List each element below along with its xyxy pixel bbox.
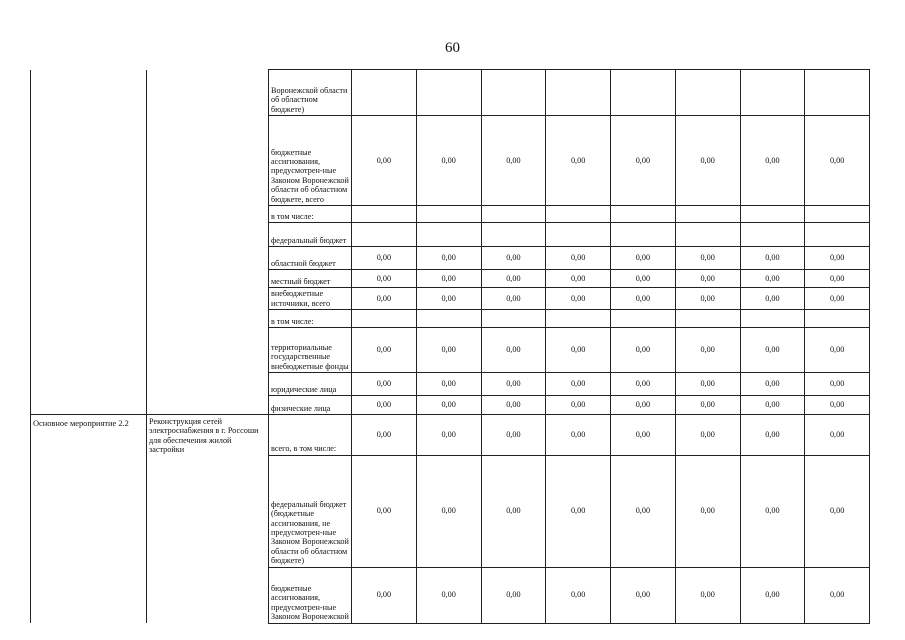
amount-cell: 0,00 xyxy=(675,116,740,206)
measure-name-cell xyxy=(31,247,147,270)
measure-description-cell xyxy=(147,310,269,328)
amount-cell: 0,00 xyxy=(740,373,805,396)
amount-cell xyxy=(416,206,481,223)
measure-description-cell xyxy=(147,415,269,456)
amount-cell: 0,00 xyxy=(481,567,546,623)
amount-cell: 0,00 xyxy=(740,328,805,373)
budget-table xyxy=(30,69,870,624)
amount-cell: 0,00 xyxy=(675,567,740,623)
amount-cell: 0,00 xyxy=(546,455,611,567)
amount-cell xyxy=(352,206,417,223)
amount-cell: 0,00 xyxy=(352,455,417,567)
amount-cell: 0,00 xyxy=(416,396,481,415)
amount-cell xyxy=(675,223,740,247)
amount-cell xyxy=(416,310,481,328)
funding-source-label: всего, в том числе: xyxy=(269,415,352,456)
amount-cell: 0,00 xyxy=(352,415,417,456)
budget-table-body xyxy=(31,70,870,624)
amount-cell: 0,00 xyxy=(805,247,870,270)
amount-cell: 0,00 xyxy=(805,270,870,288)
amount-cell: 0,00 xyxy=(481,373,546,396)
amount-cell: 0,00 xyxy=(805,455,870,567)
amount-cell: 0,00 xyxy=(675,270,740,288)
amount-cell: 0,00 xyxy=(740,247,805,270)
amount-cell: 0,00 xyxy=(481,415,546,456)
measure-description-cell xyxy=(147,270,269,288)
amount-cell: 0,00 xyxy=(481,396,546,415)
funding-source-label: федеральный бюджет (бюджетные ассигнования, не предусмотрен-ные Законом Воронежской области об областном бюджете) xyxy=(269,455,352,567)
amount-cell: 0,00 xyxy=(352,270,417,288)
amount-cell: 0,00 xyxy=(805,567,870,623)
amount-cell: 0,00 xyxy=(740,567,805,623)
amount-cell: 0,00 xyxy=(416,567,481,623)
measure-name-cell xyxy=(31,116,147,206)
amount-cell: 0,00 xyxy=(805,288,870,310)
amount-cell: 0,00 xyxy=(416,373,481,396)
amount-cell: 0,00 xyxy=(805,373,870,396)
amount-cell: 0,00 xyxy=(611,288,676,310)
table-row xyxy=(31,455,870,567)
amount-cell xyxy=(546,223,611,247)
table-row xyxy=(31,373,870,396)
amount-cell: 0,00 xyxy=(805,328,870,373)
amount-cell: 0,00 xyxy=(611,396,676,415)
amount-cell xyxy=(740,223,805,247)
measure-name-cell xyxy=(31,328,147,373)
funding-source-label: бюджетные ассигнования, предусмотрен-ные Законом Воронежской области об областном бюджете, всего xyxy=(269,116,352,206)
amount-cell: 0,00 xyxy=(352,116,417,206)
amount-cell xyxy=(805,70,870,116)
amount-cell xyxy=(611,310,676,328)
amount-cell: 0,00 xyxy=(481,116,546,206)
amount-cell: 0,00 xyxy=(675,288,740,310)
amount-cell: 0,00 xyxy=(611,270,676,288)
amount-cell xyxy=(611,206,676,223)
amount-cell: 0,00 xyxy=(352,247,417,270)
measure-description-cell xyxy=(147,223,269,247)
amount-cell xyxy=(546,310,611,328)
measure-name-cell xyxy=(31,206,147,223)
amount-cell xyxy=(675,206,740,223)
amount-cell: 0,00 xyxy=(416,328,481,373)
amount-cell: 0,00 xyxy=(546,328,611,373)
amount-cell: 0,00 xyxy=(740,116,805,206)
funding-source-label: в том числе: xyxy=(269,310,352,328)
measure-description: Реконструкция сетей электроснабжения в г. Россоши для обеспечения жилой застройки xyxy=(149,417,259,454)
measure-description-cell xyxy=(147,288,269,310)
table-row xyxy=(31,288,870,310)
amount-cell: 0,00 xyxy=(416,247,481,270)
measure-name-cell xyxy=(31,396,147,415)
amount-cell: 0,00 xyxy=(481,288,546,310)
measure-name-cell xyxy=(31,455,147,567)
table-row xyxy=(31,310,870,328)
measure-name: Основное мероприятие 2.2 xyxy=(33,419,129,428)
amount-cell xyxy=(546,70,611,116)
amount-cell: 0,00 xyxy=(546,116,611,206)
measure-name-cell xyxy=(31,373,147,396)
amount-cell xyxy=(352,223,417,247)
amount-cell: 0,00 xyxy=(481,328,546,373)
amount-cell: 0,00 xyxy=(546,270,611,288)
table-row xyxy=(31,415,870,456)
amount-cell xyxy=(546,206,611,223)
amount-cell: 0,00 xyxy=(611,247,676,270)
table-row xyxy=(31,396,870,415)
page-number: 60 xyxy=(445,40,460,56)
amount-cell: 0,00 xyxy=(740,270,805,288)
amount-cell: 0,00 xyxy=(675,373,740,396)
amount-cell: 0,00 xyxy=(675,415,740,456)
amount-cell: 0,00 xyxy=(546,567,611,623)
amount-cell: 0,00 xyxy=(611,415,676,456)
amount-cell xyxy=(416,70,481,116)
amount-cell: 0,00 xyxy=(611,567,676,623)
amount-cell: 0,00 xyxy=(546,288,611,310)
amount-cell: 0,00 xyxy=(546,247,611,270)
measure-description-cell xyxy=(147,396,269,415)
funding-source-label: местный бюджет xyxy=(269,270,352,288)
measure-name-cell xyxy=(31,223,147,247)
measure-name-cell xyxy=(31,270,147,288)
amount-cell: 0,00 xyxy=(611,328,676,373)
amount-cell xyxy=(481,223,546,247)
amount-cell: 0,00 xyxy=(740,415,805,456)
amount-cell: 0,00 xyxy=(416,415,481,456)
amount-cell: 0,00 xyxy=(352,396,417,415)
amount-cell: 0,00 xyxy=(416,116,481,206)
amount-cell: 0,00 xyxy=(611,455,676,567)
measure-description-cell xyxy=(147,455,269,567)
amount-cell: 0,00 xyxy=(740,288,805,310)
amount-cell xyxy=(481,206,546,223)
amount-cell: 0,00 xyxy=(740,455,805,567)
amount-cell: 0,00 xyxy=(352,288,417,310)
funding-source-label: бюджетные ассигнования, предусмотрен-ные Законом Воронежской xyxy=(269,567,352,623)
amount-cell xyxy=(805,310,870,328)
amount-cell xyxy=(675,310,740,328)
table-row xyxy=(31,328,870,373)
amount-cell xyxy=(740,206,805,223)
amount-cell: 0,00 xyxy=(740,396,805,415)
funding-source-label: юридические лица xyxy=(269,373,352,396)
amount-cell: 0,00 xyxy=(805,116,870,206)
amount-cell: 0,00 xyxy=(611,116,676,206)
amount-cell xyxy=(675,70,740,116)
measure-name-cell xyxy=(31,288,147,310)
amount-cell: 0,00 xyxy=(352,373,417,396)
table-row xyxy=(31,116,870,206)
amount-cell: 0,00 xyxy=(352,567,417,623)
table-row xyxy=(31,70,870,116)
measure-description-cell xyxy=(147,116,269,206)
amount-cell: 0,00 xyxy=(481,247,546,270)
amount-cell: 0,00 xyxy=(416,288,481,310)
table-row xyxy=(31,270,870,288)
amount-cell: 0,00 xyxy=(675,247,740,270)
amount-cell xyxy=(740,310,805,328)
table-row xyxy=(31,206,870,223)
table-row xyxy=(31,247,870,270)
amount-cell: 0,00 xyxy=(416,455,481,567)
amount-cell: 0,00 xyxy=(546,396,611,415)
funding-source-label: Воронежской области об областном бюджете) xyxy=(269,70,352,116)
amount-cell xyxy=(481,70,546,116)
measure-description-cell xyxy=(147,567,269,623)
amount-cell xyxy=(352,310,417,328)
measure-description-cell xyxy=(147,247,269,270)
amount-cell xyxy=(740,70,805,116)
amount-cell: 0,00 xyxy=(546,373,611,396)
amount-cell: 0,00 xyxy=(805,396,870,415)
amount-cell: 0,00 xyxy=(805,415,870,456)
amount-cell: 0,00 xyxy=(611,373,676,396)
amount-cell: 0,00 xyxy=(481,455,546,567)
funding-source-label: физические лица xyxy=(269,396,352,415)
measure-name-cell xyxy=(31,415,147,456)
amount-cell xyxy=(611,223,676,247)
measure-description-cell xyxy=(147,328,269,373)
measure-name-cell xyxy=(31,70,147,116)
amount-cell xyxy=(416,223,481,247)
measure-description-cell xyxy=(147,70,269,116)
amount-cell: 0,00 xyxy=(481,270,546,288)
amount-cell: 0,00 xyxy=(675,455,740,567)
amount-cell: 0,00 xyxy=(352,328,417,373)
amount-cell xyxy=(805,206,870,223)
measure-description-cell xyxy=(147,373,269,396)
amount-cell: 0,00 xyxy=(546,415,611,456)
funding-source-label: территориальные государственные внебюджетные фонды xyxy=(269,328,352,373)
funding-source-label: внебюджетные источники, всего xyxy=(269,288,352,310)
amount-cell: 0,00 xyxy=(416,270,481,288)
amount-cell xyxy=(805,223,870,247)
measure-name-cell xyxy=(31,310,147,328)
table-row xyxy=(31,223,870,247)
measure-description-cell xyxy=(147,206,269,223)
measure-name-cell xyxy=(31,567,147,623)
funding-source-label: в том числе: xyxy=(269,206,352,223)
amount-cell xyxy=(481,310,546,328)
amount-cell xyxy=(352,70,417,116)
amount-cell: 0,00 xyxy=(675,328,740,373)
funding-source-label: областной бюджет xyxy=(269,247,352,270)
funding-source-label: федеральный бюджет xyxy=(269,223,352,247)
amount-cell: 0,00 xyxy=(675,396,740,415)
amount-cell xyxy=(611,70,676,116)
table-row xyxy=(31,567,870,623)
